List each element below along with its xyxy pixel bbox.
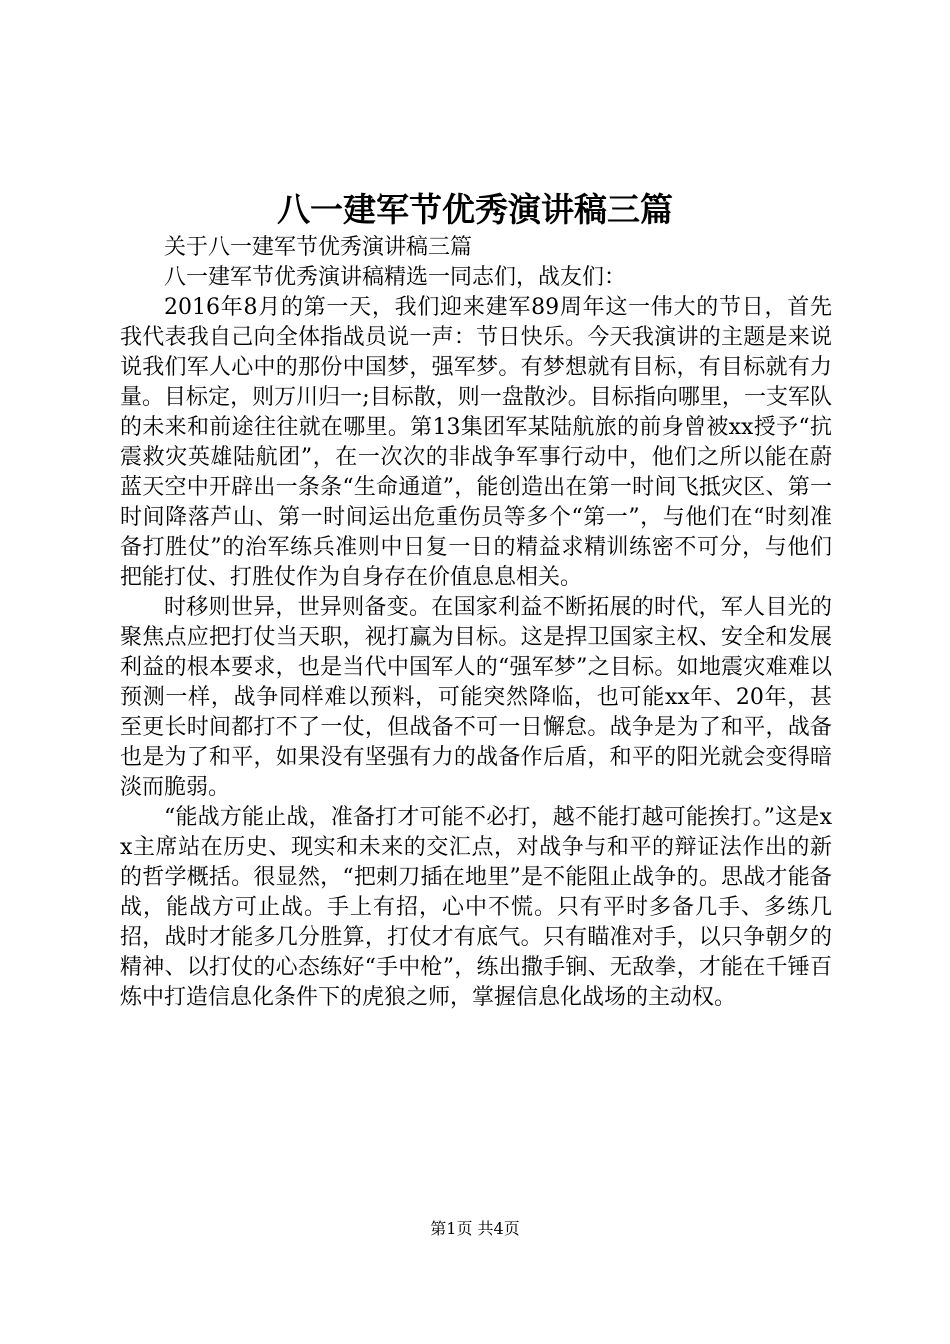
paragraph: 关于八一建军节优秀演讲稿三篇 <box>164 235 473 260</box>
document-body <box>120 233 832 1013</box>
page-number-footer: 第1页 共4页 <box>430 1219 520 1238</box>
paragraph: 八一建军节优秀演讲稿精选一同志们，战友们： <box>164 265 627 290</box>
paragraph: “能战方能止战，准备打才可能不必打，越不能打越可能挨打。”这是xx主席站在历史、现实和未来的交汇点，对战争与和平的辩证法作出的新的哲学概括。很显然，“把刺刀插在地里”是不能阻止战争的。思战才能备战，能战方可止战。手上有招，心中不慌。只有平时多备几手、多练几招，战时才能多几分胜算，打仗才有底气。只有瞄准对手，以只争朝夕的精神、以打仗的心态练好“手中枪”，练出撒手锏、无敌拳，才能在千锤百炼中打造信息化条件下的虎狼之师，掌握信息化战场的主动权。 <box>120 805 832 1010</box>
paragraph: 2016年8月的第一天，我们迎来建军89周年这一伟大的节日，首先我代表我自己向全体指战员说一声：节日快乐。今天我演讲的主题是来说说我们军人心中的那份中国梦，强军梦。有梦想就有目标，有目标就有力量。目标定，则万川归一;目标散，则一盘散沙。目标指向哪里，一支军队的未来和前途往往就在哪里。第13集团军某陆航旅的前身曾被xx授予“抗震救灾英雄陆航团”，在一次次的非战争军事行动中，他们之所以能在蔚蓝天空中开辟出一条条“生命通道”，能创造出在第一时间飞抵灾区、第一时间降落芦山、第一时间运出危重伤员等多个“第一”，与他们在“时刻准备打胜仗”的治军练兵准则中日复一日的精益求精训练密不可分，与他们把能打仗、打胜仗作为自身存在价值息息相关。 <box>120 295 832 590</box>
paragraph: 时移则世异，世异则备变。在国家利益不断拓展的时代，军人目光的聚焦点应把打仗当天职，视打赢为目标。这是捍卫国家主权、安全和发展利益的根本要求，也是当代中国军人的“强军梦”之目标。如地震灾难难以预测一样，战争同样难以预料，可能突然降临，也可能xx年、20年，甚至更长时间都打不了一仗，但战备不可一日懈怠。战争是为了和平，战备也是为了和平，如果没有坚强有力的战备作后盾，和平的阳光就会变得暗淡而脆弱。 <box>120 595 832 800</box>
document-title: 八一建军节优秀演讲稿三篇 <box>277 190 673 229</box>
